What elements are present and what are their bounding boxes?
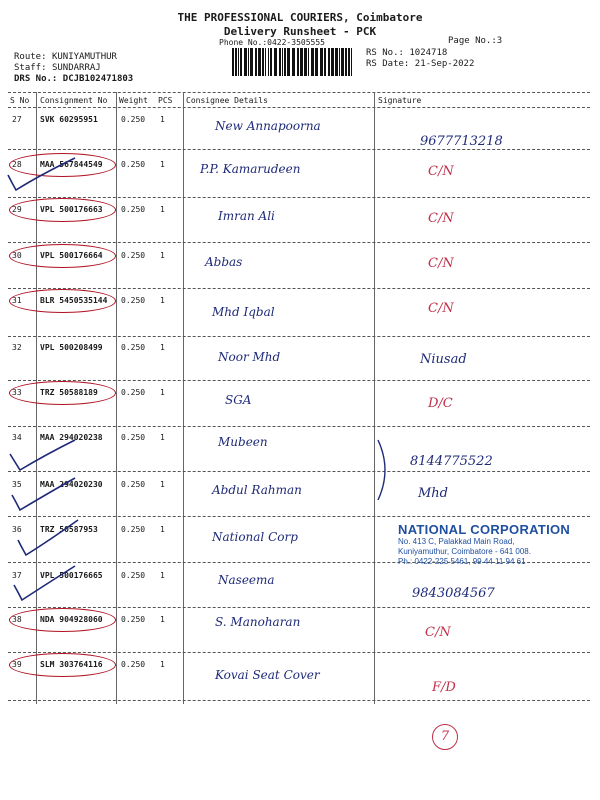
col-pcs: PCS — [158, 96, 173, 105]
staff-value: SUNDARRAJ — [51, 63, 101, 73]
row-consignment: SLM 303764116 — [40, 660, 103, 669]
row-consignee: National Corp — [212, 530, 298, 544]
runsheet-subtitle: Delivery Runsheet - PCK — [223, 25, 377, 38]
row-divider — [8, 426, 590, 427]
row-consignment: BLR 5450535144 — [40, 296, 108, 305]
row-consignment: VPL 500208499 — [40, 343, 103, 352]
row-consignee: P.P. Kamarudeen — [200, 162, 301, 176]
row-divider — [8, 336, 590, 337]
row-pcs: 1 — [160, 571, 165, 580]
row-consignment: VPL 500176664 — [40, 251, 103, 260]
barcode-icon — [232, 48, 356, 76]
row-divider — [8, 288, 590, 289]
row-weight: 0.250 — [121, 251, 146, 260]
rs-no-label: RS No.: — [366, 48, 404, 58]
row-consignee: S. Manoharan — [215, 615, 301, 629]
row-consignee: New Annapoorna — [215, 119, 321, 133]
stamp-line: No. 413 C, Palakkad Main Road, — [398, 537, 515, 546]
row-signature: C/N — [428, 164, 454, 179]
row-weight: 0.250 — [121, 160, 146, 169]
row-pcs: 1 — [160, 296, 165, 305]
row-weight: 0.250 — [121, 433, 146, 442]
row-consignment: VPL 500176663 — [40, 205, 103, 214]
row-circle-mark — [9, 244, 116, 268]
row-sno: 34 — [12, 433, 22, 442]
row-weight: 0.250 — [121, 525, 146, 534]
row-pcs: 1 — [160, 115, 165, 124]
row-sno: 39 — [12, 660, 22, 669]
row-consignment: MAA 294020238 — [40, 433, 103, 442]
route-line — [14, 52, 117, 62]
column-divider — [116, 92, 117, 704]
row-sno: 33 — [12, 388, 22, 397]
row-pcs: 1 — [160, 660, 165, 669]
row-consignment: TRZ 50588189 — [40, 388, 98, 397]
row-signature: 9677713218 — [420, 134, 503, 149]
row-pcs: 1 — [160, 480, 165, 489]
row-sno: 29 — [12, 205, 22, 214]
row-signature: 9843084567 — [412, 586, 495, 601]
row-consignment: SVK 60295951 — [40, 115, 98, 124]
row-sno: 38 — [12, 615, 22, 624]
row-consignee: Abbas — [205, 255, 243, 269]
row-sno: 30 — [12, 251, 22, 260]
stamp-line: Ph.: 0422-225 5461, 99 44 11 94 61 — [398, 557, 526, 566]
company-stamp — [398, 522, 578, 567]
row-signature: C/N — [428, 211, 454, 226]
staff-line — [14, 63, 101, 73]
row-divider — [8, 516, 590, 517]
page-mark: 7 — [432, 724, 458, 750]
row-circle-mark — [9, 653, 116, 677]
row-consignee: Naseema — [218, 573, 275, 587]
runsheet-title: THE PROFESSIONAL COURIERS, Coimbatore — [177, 11, 423, 24]
row-weight: 0.250 — [121, 615, 146, 624]
rs-date-line — [366, 59, 474, 69]
row-signature: D/C — [428, 396, 453, 411]
drs-value: DCJB102471803 — [62, 74, 134, 84]
rs-no-value: 1024718 — [409, 48, 448, 58]
row-divider — [8, 700, 590, 701]
row-weight: 0.250 — [121, 660, 146, 669]
col-signature: Signature — [378, 96, 422, 105]
row-signature: 8144775522 — [410, 454, 493, 469]
row-consignee: Mubeen — [218, 435, 268, 449]
rs-date-label: RS Date: — [366, 59, 410, 69]
row-divider — [8, 149, 590, 150]
row-sno: 35 — [12, 480, 22, 489]
row-divider — [8, 380, 590, 381]
row-divider — [8, 607, 590, 608]
row-sno: 31 — [12, 296, 22, 305]
row-consignee: Kovai Seat Cover — [215, 668, 320, 682]
row-weight: 0.250 — [121, 571, 146, 580]
row-weight: 0.250 — [121, 296, 146, 305]
drs-line — [14, 74, 133, 84]
col-weight: Weight — [119, 96, 148, 105]
rs-date-value: 21-Sep-2022 — [414, 59, 475, 69]
row-consignee: Noor Mhd — [218, 350, 281, 364]
row-sno: 28 — [12, 160, 22, 169]
row-consignment: VPL 500176665 — [40, 571, 103, 580]
column-divider — [183, 92, 184, 704]
page-number: Page No.:3 — [448, 36, 503, 46]
row-sno: 32 — [12, 343, 22, 352]
row-weight: 0.250 — [121, 343, 146, 352]
row-circle-mark — [9, 153, 116, 177]
row-weight: 0.250 — [121, 205, 146, 214]
row-pcs: 1 — [160, 205, 165, 214]
row-pcs: 1 — [160, 433, 165, 442]
row-divider — [8, 197, 590, 198]
row-pcs: 1 — [160, 251, 165, 260]
row-pcs: 1 — [160, 615, 165, 624]
route-value: KUNIYAMUTHUR — [51, 52, 117, 62]
row-consignment: NDA 904928060 — [40, 615, 103, 624]
col-consignee: Consignee Details — [186, 96, 268, 105]
col-sno: S No — [10, 96, 30, 105]
row-consignment: MAA 567844549 — [40, 160, 103, 169]
row-circle-mark — [9, 608, 116, 632]
row-weight: 0.250 — [121, 388, 146, 397]
row-consignee: Abdul Rahman — [212, 483, 302, 497]
row-divider — [8, 652, 590, 653]
row-pcs: 1 — [160, 525, 165, 534]
row-signature: C/N — [428, 301, 454, 316]
row-pcs: 1 — [160, 343, 165, 352]
stamp-line: Kuniyamuthur, Coimbatore - 641 008. — [398, 547, 531, 556]
row-pcs: 1 — [160, 160, 165, 169]
row-consignee: Mhd Iqbal — [212, 305, 275, 319]
row-divider — [8, 242, 590, 243]
row-consignee: SGA — [225, 393, 252, 407]
row-sno: 27 — [12, 115, 22, 124]
drs-label: DRS No.: — [14, 74, 58, 84]
row-divider — [8, 471, 590, 472]
header-divider-bottom — [8, 107, 590, 108]
row-signature: Niusad — [420, 352, 467, 367]
staff-label: Staff: — [14, 63, 47, 73]
row-pcs: 1 — [160, 388, 165, 397]
col-consignment: Consignment No — [40, 96, 108, 105]
row-signature: C/N — [428, 256, 454, 271]
row-signature: Mhd — [418, 486, 449, 501]
route-label: Route: — [14, 52, 47, 62]
row-signature: C/N — [425, 625, 451, 640]
row-signature: F/D — [432, 680, 456, 695]
row-circle-mark — [9, 198, 116, 222]
row-consignee: Imran Ali — [218, 209, 275, 223]
row-consignment: TRZ 50587953 — [40, 525, 98, 534]
header-divider-top — [8, 92, 590, 93]
phone-number: Phone No.:0422-3505555 — [219, 38, 325, 47]
row-circle-mark — [9, 289, 116, 313]
row-weight: 0.250 — [121, 480, 146, 489]
rs-no-line — [366, 48, 447, 58]
row-circle-mark — [9, 381, 116, 405]
column-divider — [374, 92, 375, 704]
row-sno: 37 — [12, 571, 22, 580]
row-weight: 0.250 — [121, 115, 146, 124]
row-sno: 36 — [12, 525, 22, 534]
row-consignment: MAA 294020230 — [40, 480, 103, 489]
stamp-name: NATIONAL CORPORATION — [398, 522, 571, 537]
